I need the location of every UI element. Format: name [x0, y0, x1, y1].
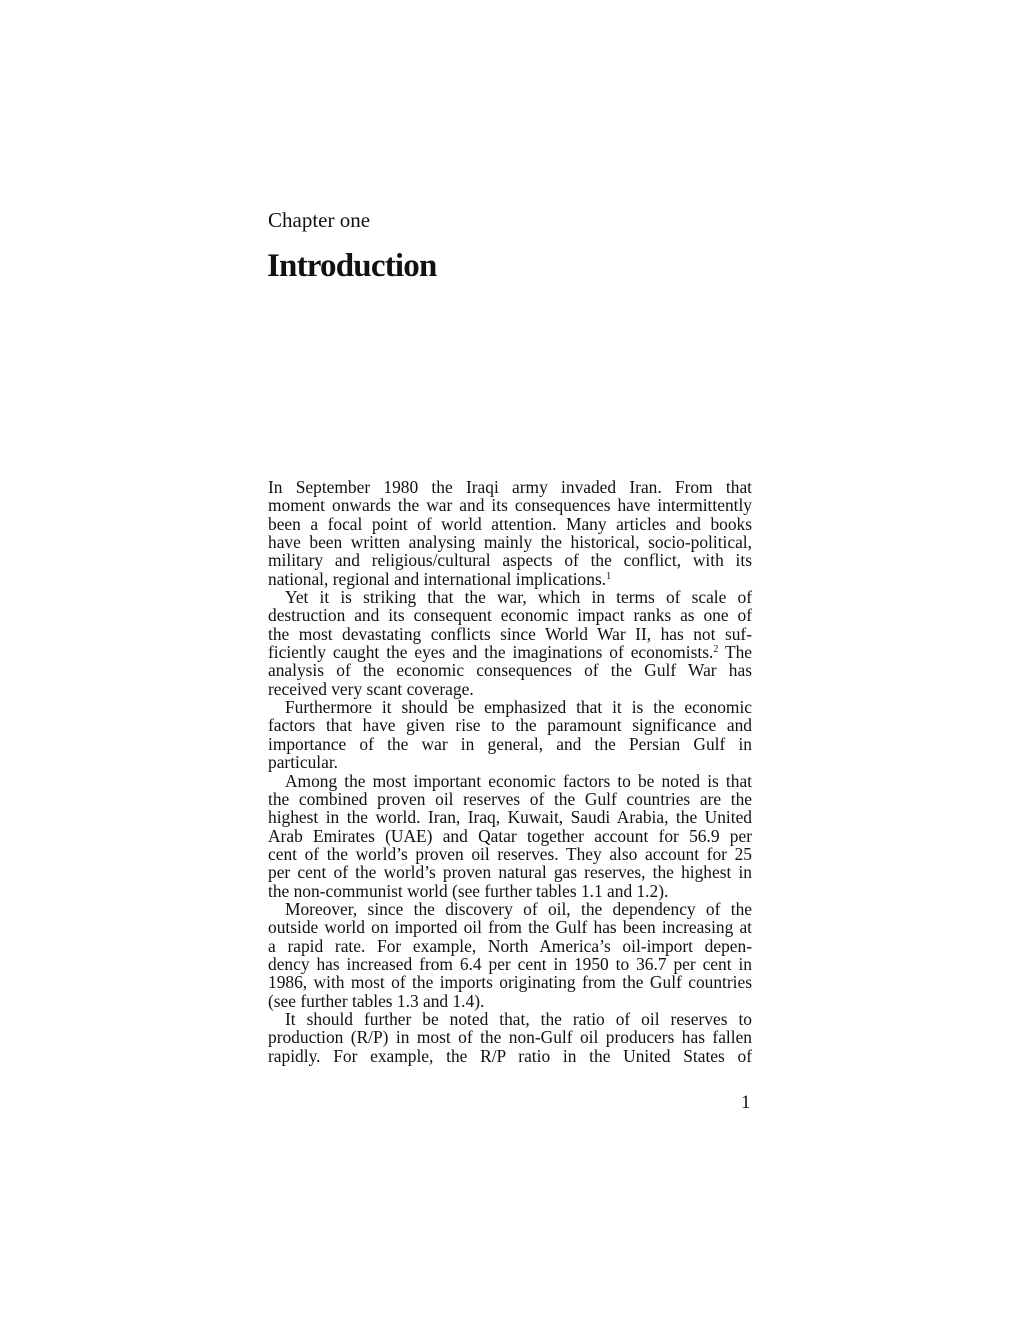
text-line: analysis of the economic consequences of the Gulf War has [268, 660, 752, 681]
text-line: the most devastating conflicts since World War II, has not suf- [268, 623, 752, 644]
text-line: Moreover, since the discovery of oil, the dependency of the [285, 898, 752, 919]
paragraph [268, 900, 752, 1010]
text-line: It should further be noted that, the ratio of oil reserves to [285, 1008, 752, 1029]
text-line: production (R/P) in most of the non-Gulf oil producers has fallen [268, 1027, 752, 1048]
page-number: 1 [741, 1092, 751, 1113]
footnote-marker: 2 [713, 644, 719, 656]
text-line: per cent of the world’s proven natural gas reserves, the highest in [268, 862, 752, 883]
text-line: the combined proven oil reserves of the Gulf countries are the [268, 788, 752, 809]
text-line: dency has increased from 6.4 per cent in 1950 to 36.7 per cent in [268, 953, 752, 974]
footnote-marker: 1 [606, 570, 612, 582]
text-line: 1986, with most of the imports originating from the Gulf countries [268, 972, 752, 993]
chapter-label: Chapter one [268, 208, 371, 232]
paragraph [268, 1010, 752, 1065]
text-line: ficiently caught the eyes and the imaginations of economists.$^2$ The [268, 642, 752, 663]
text-line: been a focal point of world attention. Many articles and books [268, 513, 752, 534]
text-line: factors that have given rise to the paramount significance and [268, 715, 752, 736]
text-line: Furthermore it should be emphasized that it is the economic [285, 697, 752, 718]
paragraph [268, 588, 752, 698]
text-line: military and religious/cultural aspects of the conflict, with its [268, 550, 752, 571]
paragraph [268, 772, 752, 900]
paragraph [268, 478, 752, 588]
text-line: In September 1980 the Iraqi army invaded Iran. From that [268, 477, 752, 497]
text-line: have been written analysing mainly the historical, socio-political, [268, 532, 752, 553]
text-line: received very scant coverage. [268, 678, 474, 699]
text-line: a rapid rate. For example, North America’s oil-import depen- [268, 935, 752, 956]
text-line: (see further tables 1.3 and 1.4). [268, 990, 485, 1011]
text-line: particular. [268, 752, 339, 773]
text-line: the non-communist world (see further tables 1.1 and 1.2). [268, 880, 669, 901]
text-line: destruction and its consequent economic impact ranks as one of [268, 605, 752, 626]
paragraph [268, 698, 752, 771]
text-line: moment onwards the war and its consequences have intermittently [268, 495, 752, 516]
text-line: Yet it is striking that the war, which in terms of scale of [285, 587, 752, 608]
text-line: cent of the world’s proven oil reserves. They also account for 25 [268, 843, 752, 864]
text-line: Arab Emirates (UAE) and Qatar together account for 56.9 per [268, 825, 752, 846]
text-line: Among the most important economic factors to be noted is that [285, 770, 752, 791]
body-text [268, 478, 752, 1065]
text-line: outside world on imported oil from the Gulf has been increasing at [268, 917, 752, 938]
text-line: national, regional and international implications.$^1$ [268, 568, 612, 589]
text-line: highest in the world. Iran, Iraq, Kuwait, Saudi Arabia, the United [268, 807, 752, 828]
text-line: importance of the war in general, and the Persian Gulf in [268, 733, 752, 754]
chapter-title: Introduction [267, 248, 437, 284]
text-line: rapidly. For example, the R/P ratio in the United States of [268, 1045, 752, 1066]
